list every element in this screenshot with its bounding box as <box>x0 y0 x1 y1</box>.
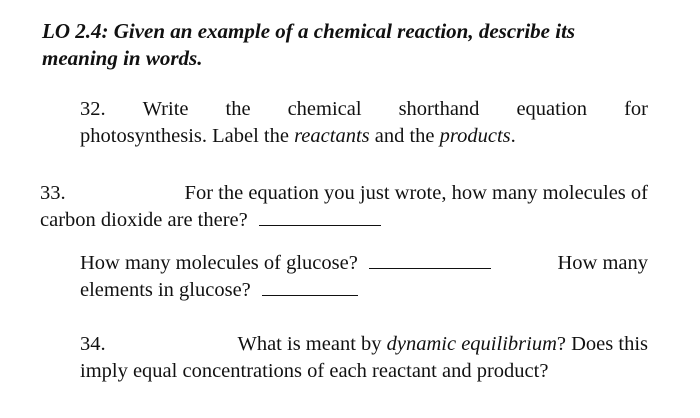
q32-word: Write <box>142 98 189 120</box>
question-32-line-2 <box>80 123 648 150</box>
how-many-text: How many <box>557 252 648 274</box>
question-33-text-1: For the equation you just wrote, how many molecules of <box>184 182 648 204</box>
q32-word: shorthand <box>398 98 480 120</box>
question-33-text-2: carbon dioxide are there? <box>40 209 248 231</box>
q32-word: the <box>225 98 251 120</box>
question-34-line-2: imply equal concentrations of each reactant and product? <box>80 360 549 382</box>
q34-suffix: ? Does this <box>556 333 648 355</box>
glucose-question-group <box>80 250 491 277</box>
heading-line-1: LO 2.4: Given an example of a chemical reaction, describe its <box>42 19 576 43</box>
question-34-text-1 <box>237 331 648 358</box>
question-34 <box>80 331 648 385</box>
reactants-term: reactants <box>294 125 370 147</box>
q32-line2-mid: and the <box>369 125 440 147</box>
products-term: products <box>439 125 511 147</box>
question-33-line-1 <box>40 180 648 207</box>
co2-answer-blank[interactable] <box>259 207 381 226</box>
question-34-number: 34. <box>80 333 106 355</box>
question-32-line-1 <box>80 96 648 123</box>
q32-line2-prefix: photosynthesis. Label the <box>80 125 295 147</box>
q32-word: for <box>624 98 648 120</box>
elements-answer-blank[interactable] <box>262 277 358 296</box>
question-32 <box>80 96 648 150</box>
q32-word: equation <box>516 98 588 120</box>
glucose-answer-blank[interactable] <box>369 250 491 269</box>
q32-word: chemical <box>287 98 362 120</box>
question-33b-line-2 <box>80 277 648 304</box>
elements-question: elements in glucose? <box>80 279 251 301</box>
dynamic-equilibrium-term: dynamic equilibrium <box>386 333 557 355</box>
q34-prefix: What is meant by <box>237 333 387 355</box>
glucose-question: How many molecules of glucose? <box>80 252 358 274</box>
learning-objective-heading <box>42 18 672 72</box>
question-33 <box>40 180 648 234</box>
heading-line-2: meaning in words. <box>42 46 203 70</box>
question-33b-line-1 <box>80 250 648 277</box>
question-34-line-1 <box>80 331 648 358</box>
question-33-number: 33. <box>40 182 66 204</box>
question-33-part-b <box>80 250 648 304</box>
question-33-line-2 <box>40 207 648 234</box>
question-32-number: 32. <box>80 98 106 120</box>
q32-line2-end: . <box>510 125 516 147</box>
